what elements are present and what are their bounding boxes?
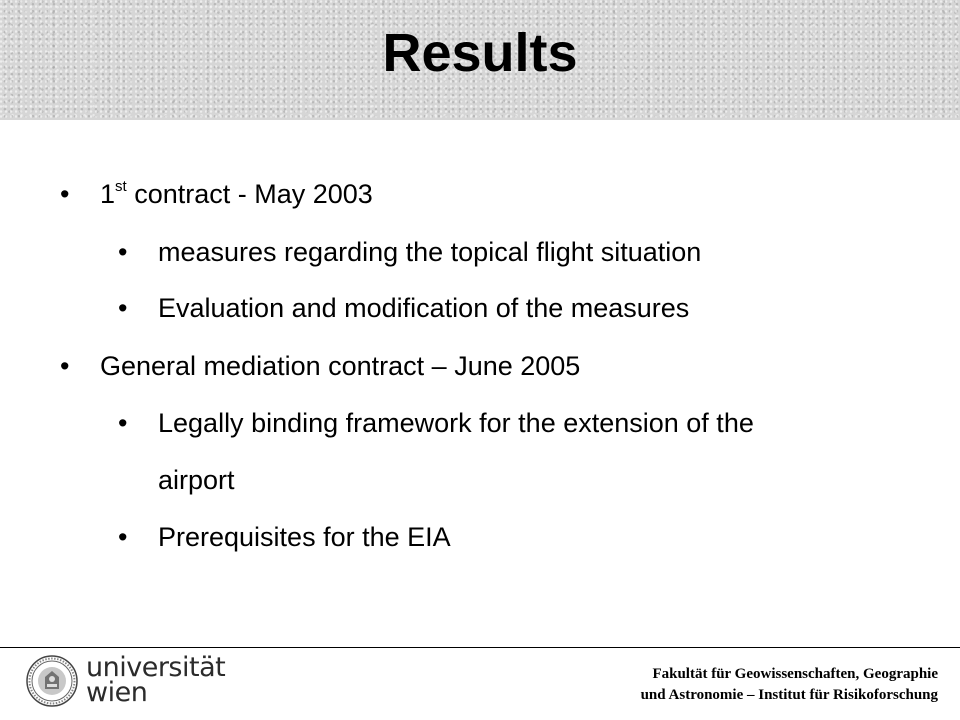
bullet-icon: • — [60, 179, 70, 209]
bullet-icon: • — [118, 408, 128, 438]
footer-divider — [0, 647, 960, 648]
university-seal-icon — [26, 655, 78, 707]
bullet-text — [100, 178, 373, 209]
university-logo — [24, 653, 224, 711]
faculty-caption — [641, 664, 938, 706]
sub-bullet-text: Evaluation and modification of the measures — [158, 293, 690, 323]
slide-title: Results — [382, 23, 578, 83]
bullet-icon: • — [118, 293, 128, 323]
sub-bullet-text: measures regarding the topical flight situation — [158, 237, 702, 267]
bullet-text: General mediation contract – June 2005 — [100, 351, 581, 381]
sub-bullet-text-continuation: airport — [158, 465, 235, 495]
bullet-icon: • — [118, 522, 128, 552]
sub-bullet-text: Prerequisites for the EIA — [158, 522, 451, 552]
sub-bullet-text: Legally binding framework for the extension of the — [158, 408, 754, 438]
university-wordmark-line2: wien — [86, 677, 148, 708]
faculty-line-2: und Astronomie – Institut für Risikoforschung — [640, 687, 938, 703]
university-wordmark-line1: universität — [86, 652, 226, 683]
ordinal-suffix: st — [115, 178, 127, 195]
bullet-icon: • — [60, 351, 70, 381]
faculty-line-1: Fakultät für Geowissenschaften, Geographie — [652, 666, 938, 682]
bullet-icon: • — [118, 237, 128, 267]
bullet-number: 1 — [100, 179, 116, 209]
bullet-text-rest: contract - May 2003 — [126, 179, 373, 209]
